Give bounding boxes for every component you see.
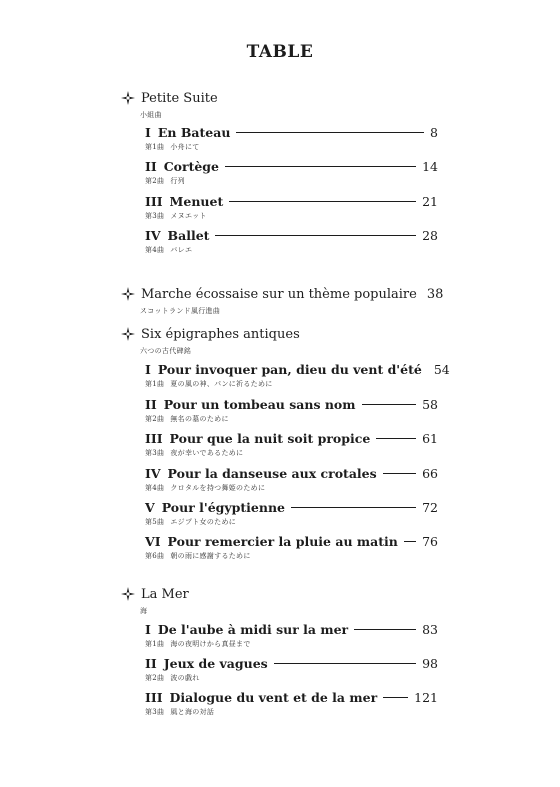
movement-title: Pour remercier la pluie au matin [167,533,398,549]
movement-title: Pour la danseuse aux crotales [167,465,377,481]
movement-subtitle: 第3曲 夜が幸いであるために [145,449,244,457]
movement-title: Menuet [169,193,224,209]
leader-line [229,201,416,202]
section-marche-ecossaise[interactable] [120,284,444,316]
toc-entry[interactable] [145,620,438,649]
movement-number: III [145,689,163,705]
movement-subtitle: 第3曲 風と海の対話 [145,708,215,716]
movement-title: En Bateau [157,124,231,140]
movement-subtitle: 第1曲 海の夜明けから真昼まで [145,640,251,648]
page-number: 98 [422,655,438,671]
page-number: 28 [422,227,438,243]
leader-line [215,235,416,236]
leader-line [404,541,416,542]
movement-number: IV [145,227,161,243]
leader-line [362,404,417,405]
section-subtitle: 海 [140,607,148,615]
toc-entry[interactable] [145,192,438,221]
movement-number: V [145,499,155,515]
toc-entry[interactable] [145,360,450,389]
movement-subtitle: 第5曲 エジプト女のために [145,518,237,526]
toc-entry[interactable] [145,688,438,717]
toc-entry[interactable] [145,123,438,152]
page-number: 58 [422,396,438,412]
leader-line [383,473,416,474]
toc-entry[interactable] [145,226,438,255]
page-number: 121 [414,689,438,705]
movement-subtitle: 第2曲 無名の墓のために [145,415,229,423]
movement-subtitle: 第2曲 行列 [145,177,185,185]
movement-number: I [145,621,151,637]
leader-line [225,166,416,167]
section-subtitle: 小組曲 [140,111,162,119]
toc-entry[interactable] [145,464,438,493]
movement-title: Pour l'égyptienne [161,499,286,515]
page-number: 66 [422,465,438,481]
movement-title: Cortège [163,158,219,174]
movement-subtitle: 第4曲 クロタルを持つ舞姫のために [145,484,266,492]
page-number: 76 [422,533,438,549]
movement-subtitle: 第6曲 朝の雨に感謝するために [145,552,251,560]
movement-number: I [145,124,151,140]
page-number: 38 [426,286,444,302]
leader-line [236,132,424,133]
page-number: 83 [422,621,438,637]
movement-number: II [145,396,157,412]
fleuron-icon [120,326,136,342]
toc-entry[interactable] [145,157,438,186]
movement-number: III [145,430,163,446]
movement-number: II [145,158,157,174]
movement-title: Jeux de vagues [163,655,268,671]
fleuron-icon [120,90,136,106]
fleuron-icon [120,586,136,602]
page-number: 21 [422,193,438,209]
page-title: TABLE [246,42,314,62]
movement-subtitle: 第1曲 夏の風の神、パンに祈るために [145,380,273,388]
page-number: 61 [422,430,438,446]
toc-entry[interactable] [145,429,438,458]
page-number: 14 [422,158,438,174]
page-number: 72 [422,499,438,515]
fleuron-icon [120,286,136,302]
toc-entry[interactable] [145,498,438,527]
section-subtitle: 六つの古代碑銘 [140,347,192,355]
leader-line [383,697,408,698]
leader-line [291,507,416,508]
section-subtitle: スコットランド風行進曲 [140,307,221,315]
section-six-epigraphes[interactable] [120,324,440,356]
movement-title: Dialogue du vent et de la mer [169,689,378,705]
leader-line [376,438,416,439]
movement-subtitle: 第1曲 小舟にて [145,143,200,151]
toc-entry[interactable] [145,532,438,561]
section-title: Petite Suite [141,90,218,106]
section-petite-suite[interactable] [120,88,440,120]
page-number: 8 [430,124,438,140]
section-title: La Mer [141,586,189,602]
movement-title: Ballet [167,227,210,243]
toc-entry[interactable] [145,654,438,683]
movement-number: VI [145,533,161,549]
movement-title: Pour que la nuit soit propice [169,430,371,446]
movement-subtitle: 第2曲 波の戯れ [145,674,200,682]
movement-subtitle: 第3曲 メヌエット [145,212,207,220]
section-la-mer[interactable] [120,584,440,616]
leader-line [274,663,416,664]
toc-entry[interactable] [145,395,438,424]
movement-number: IV [145,465,161,481]
section-title: Six épigraphes antiques [141,326,300,342]
movement-number: I [145,361,151,377]
leader-line [354,629,416,630]
section-title: Marche écossaise sur un thème populaire [141,286,417,302]
movement-number: III [145,193,163,209]
movement-number: II [145,655,157,671]
movement-title: Pour un tombeau sans nom [163,396,356,412]
movement-title: De l'aube à midi sur la mer [157,621,349,637]
movement-title: Pour invoquer pan, dieu du vent d'été [157,361,422,377]
page-number: 54 [433,361,450,377]
movement-subtitle: 第4曲 バレエ [145,246,193,254]
